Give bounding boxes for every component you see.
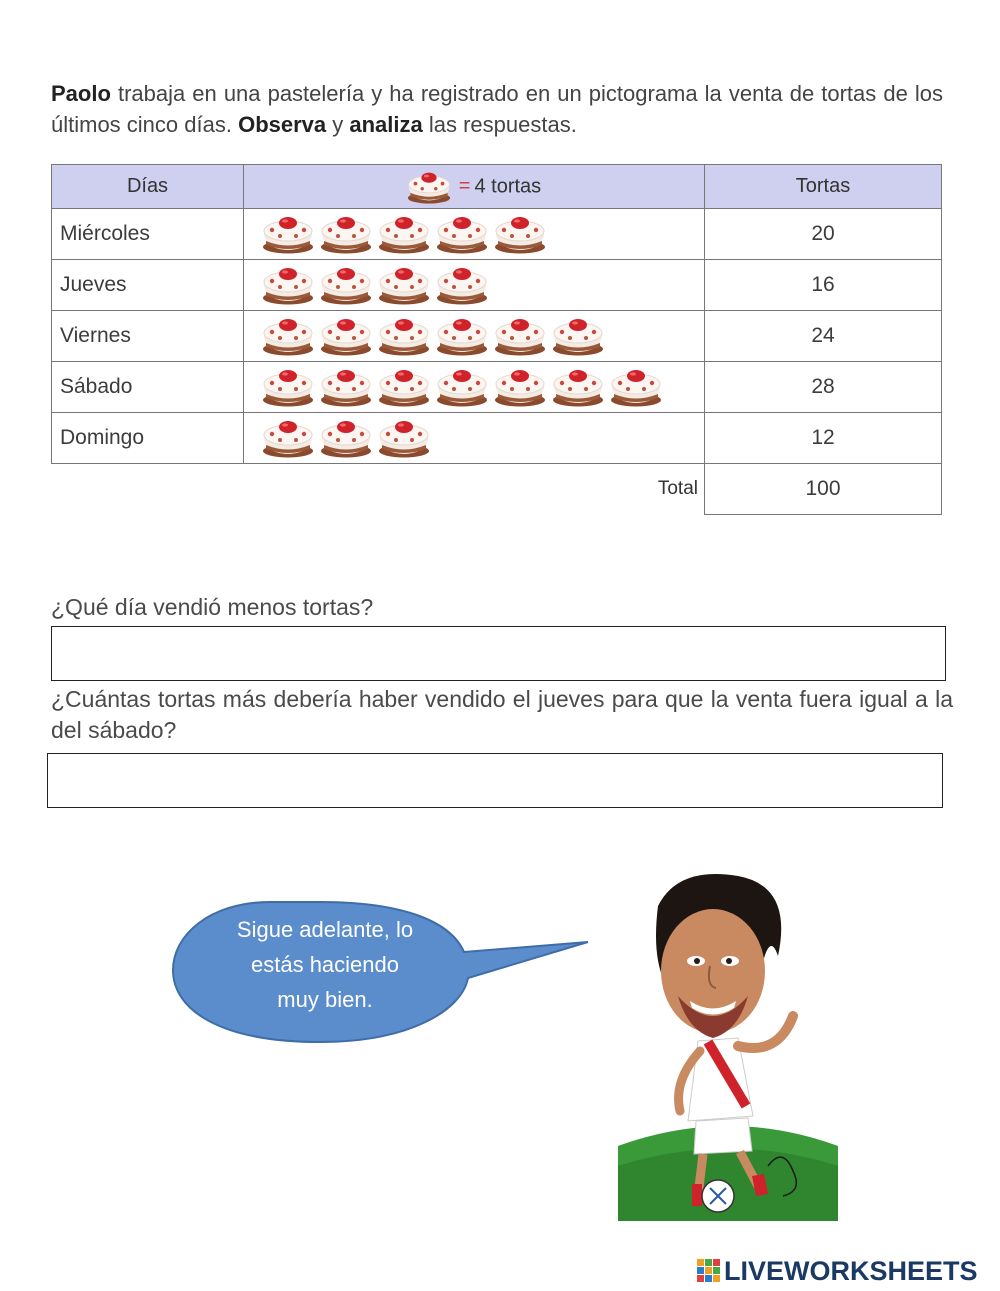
cake-icon bbox=[378, 367, 430, 407]
cake-icon bbox=[320, 316, 372, 356]
cake-icon bbox=[378, 214, 430, 254]
legend-value: 4 tortas bbox=[474, 174, 542, 197]
cake-icon bbox=[494, 367, 546, 407]
header-days: Días bbox=[52, 165, 244, 209]
question-1: ¿Qué día vendió menos tortas? bbox=[51, 594, 374, 620]
cake-icon bbox=[436, 316, 488, 356]
cake-icon bbox=[494, 214, 546, 254]
bubble-line-3: muy bien. bbox=[277, 987, 373, 1012]
row-cakes bbox=[244, 209, 705, 260]
cake-icon bbox=[262, 265, 314, 305]
row-cakes bbox=[244, 362, 705, 413]
row-cakes bbox=[244, 413, 705, 464]
cake-icon bbox=[378, 316, 430, 356]
row-value: 20 bbox=[705, 209, 942, 260]
cake-icon bbox=[262, 214, 314, 254]
row-value: 28 bbox=[705, 362, 942, 413]
row-value: 12 bbox=[705, 413, 942, 464]
intro-name: Paolo bbox=[51, 81, 111, 106]
total-value: 100 bbox=[705, 464, 942, 515]
question-2: ¿Cuántas tortas más debería haber vendido el jueves para que la venta fuera igual a la del sábado? bbox=[51, 686, 953, 743]
cake-icon bbox=[610, 367, 662, 407]
intro-bold-observa: Observa bbox=[238, 112, 327, 137]
row-day: Miércoles bbox=[52, 209, 244, 260]
intro-paragraph bbox=[51, 78, 943, 140]
row-value: 24 bbox=[705, 311, 942, 362]
table-row bbox=[52, 311, 942, 362]
cake-icon bbox=[378, 265, 430, 305]
liveworksheets-logo-text: LIVEWORKSHEETS bbox=[724, 1255, 978, 1286]
row-day: Domingo bbox=[52, 413, 244, 464]
row-day: Sábado bbox=[52, 362, 244, 413]
table-row bbox=[52, 413, 942, 464]
answer-2-input[interactable] bbox=[47, 753, 943, 808]
row-day: Viernes bbox=[52, 311, 244, 362]
intro-bold-analiza: analiza bbox=[349, 112, 423, 137]
cake-icon bbox=[436, 265, 488, 305]
intro-text-1: trabaja en una pastelería y ha registrado en un pictograma la venta de tortas de los últimos cinco días. bbox=[51, 81, 943, 137]
cake-legend-icon bbox=[407, 170, 451, 204]
total-label: Total bbox=[657, 478, 698, 500]
cake-icon bbox=[262, 367, 314, 407]
cake-icon bbox=[378, 418, 430, 458]
cake-icon bbox=[320, 214, 372, 254]
intro-text-3: las respuestas. bbox=[422, 112, 577, 137]
total-row bbox=[52, 464, 942, 515]
answer-1-input[interactable] bbox=[51, 626, 946, 681]
bubble-line-2: estás haciendo bbox=[251, 952, 399, 977]
bubble-line-1: Sigue adelante, lo bbox=[236, 917, 414, 942]
cake-icon bbox=[262, 418, 314, 458]
header-tortas: Tortas bbox=[705, 165, 942, 209]
cake-icon bbox=[320, 265, 372, 305]
cake-icon bbox=[262, 316, 314, 356]
cake-icon bbox=[494, 316, 546, 356]
speech-bubble-text bbox=[205, 912, 445, 1017]
table-row bbox=[52, 260, 942, 311]
football-player-caricature bbox=[618, 866, 838, 1221]
cake-icon bbox=[436, 367, 488, 407]
liveworksheets-logo-icon bbox=[697, 1259, 721, 1283]
table-header-row bbox=[52, 165, 942, 209]
cake-icon bbox=[552, 367, 604, 407]
cake-icon bbox=[320, 367, 372, 407]
table-row bbox=[52, 362, 942, 413]
row-cakes bbox=[244, 260, 705, 311]
cake-icon bbox=[436, 214, 488, 254]
table-row bbox=[52, 209, 942, 260]
row-day: Jueves bbox=[52, 260, 244, 311]
liveworksheets-logo bbox=[697, 1255, 978, 1287]
pictogram-table bbox=[51, 164, 942, 515]
cake-icon bbox=[552, 316, 604, 356]
row-cakes bbox=[244, 311, 705, 362]
legend-equals: = bbox=[458, 174, 471, 197]
row-value: 16 bbox=[705, 260, 942, 311]
intro-text-2: y bbox=[326, 112, 350, 137]
header-legend bbox=[244, 165, 705, 209]
cake-icon bbox=[320, 418, 372, 458]
